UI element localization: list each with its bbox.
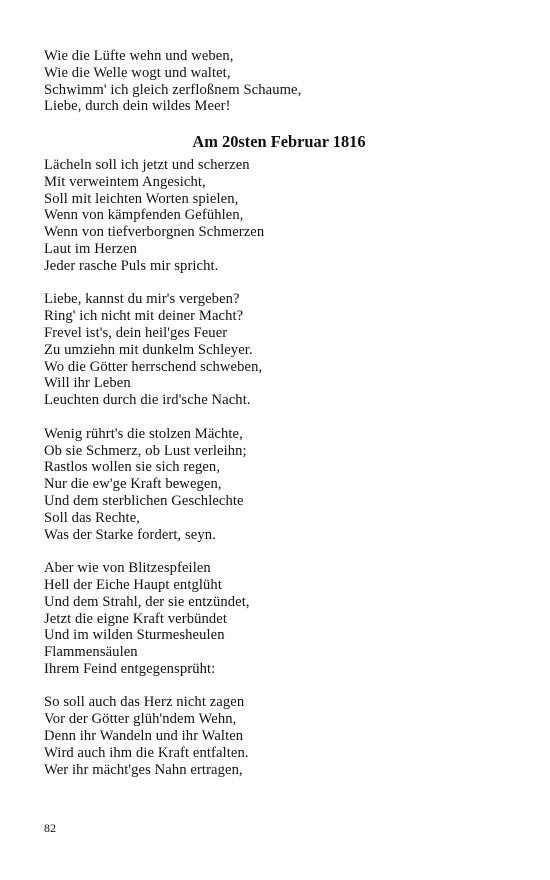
verse-line: Wer ihr mächt'ges Nahn ertragen, [44, 761, 243, 778]
verse-line: Schwimm' ich gleich zerfloßnem Schaume, [44, 81, 302, 98]
verse-line: Will ihr Leben [44, 375, 131, 392]
verse-line: Und dem Strahl, der sie entzündet, [44, 593, 250, 610]
verse-line: Liebe, kannst du mir's vergeben? [44, 291, 240, 308]
verse-line: Wie die Lüfte wehn und weben, [44, 48, 234, 64]
verse-line: Flammensäulen [44, 644, 138, 661]
stanza-5 [44, 694, 514, 778]
verse-line: Wie die Welle wogt und waltet, [44, 64, 231, 81]
verse-line: Leuchten durch die ird'sche Nacht. [44, 392, 251, 409]
poem-title: Am 20sten Februar 1816 [192, 131, 366, 151]
verse-line: Wenn von tiefverborgnen Schmerzen [44, 224, 265, 241]
verse-line: Ring' ich nicht mit deiner Macht? [44, 308, 244, 325]
verse-line: Vor der Götter glüh'ndem Wehn, [44, 711, 237, 728]
verse-line: Hell der Eiche Haupt entglüht [44, 576, 222, 593]
verse-line: Mit verweintem Angesicht, [44, 173, 206, 190]
page-number: 82 [44, 821, 56, 835]
verse-line: Wird auch ihm die Kraft entfalten. [44, 744, 249, 761]
verse-line: Jetzt die eigne Kraft verbündet [44, 610, 228, 627]
document-page [44, 48, 514, 795]
verse-line: Denn ihr Wandeln und ihr Walten [44, 728, 244, 745]
stanza-1 [44, 157, 514, 275]
verse-line: Soll mit leichten Worten spielen, [44, 190, 239, 207]
verse-line: Lächeln soll ich jetzt und scherzen [44, 156, 250, 173]
verse-line: Ob sie Schmerz, ob Lust verleihn; [44, 442, 247, 459]
verse-line: Frevel ist's, dein heil'ges Feuer [44, 324, 228, 341]
verse-line: Aber wie von Blitzespfeilen [44, 560, 211, 577]
verse-line: So soll auch das Herz nicht zagen [44, 694, 245, 711]
verse-line: Wo die Götter herrschend schweben, [44, 358, 263, 375]
verse-line: Rastlos wollen sie sich regen, [44, 459, 221, 476]
verse-line: Liebe, durch dein wildes Meer! [44, 98, 231, 115]
verse-line: Und im wilden Sturmesheulen [44, 627, 225, 644]
verse-line: Zu umziehn mit dunkelm Schleyer. [44, 341, 253, 358]
verse-line: Soll das Rechte, [44, 509, 141, 526]
verse-line: Was der Starke fordert, seyn. [44, 526, 216, 543]
verse-line: Wenig rührt's die stolzen Mächte, [44, 425, 243, 442]
verse-line: Laut im Herzen [44, 240, 137, 257]
verse-line: Nur die ew'ge Kraft bewegen, [44, 476, 222, 493]
opening-stanza [44, 48, 514, 115]
verse-line: Und dem sterblichen Geschlechte [44, 492, 244, 509]
stanza-2 [44, 291, 514, 409]
verse-line: Wenn von kämpfenden Gefühlen, [44, 207, 244, 224]
verse-line: Jeder rasche Puls mir spricht. [44, 257, 219, 274]
stanza-3 [44, 426, 514, 544]
stanza-4 [44, 560, 514, 678]
verse-line: Ihrem Feind entgegensprüht: [44, 660, 216, 677]
